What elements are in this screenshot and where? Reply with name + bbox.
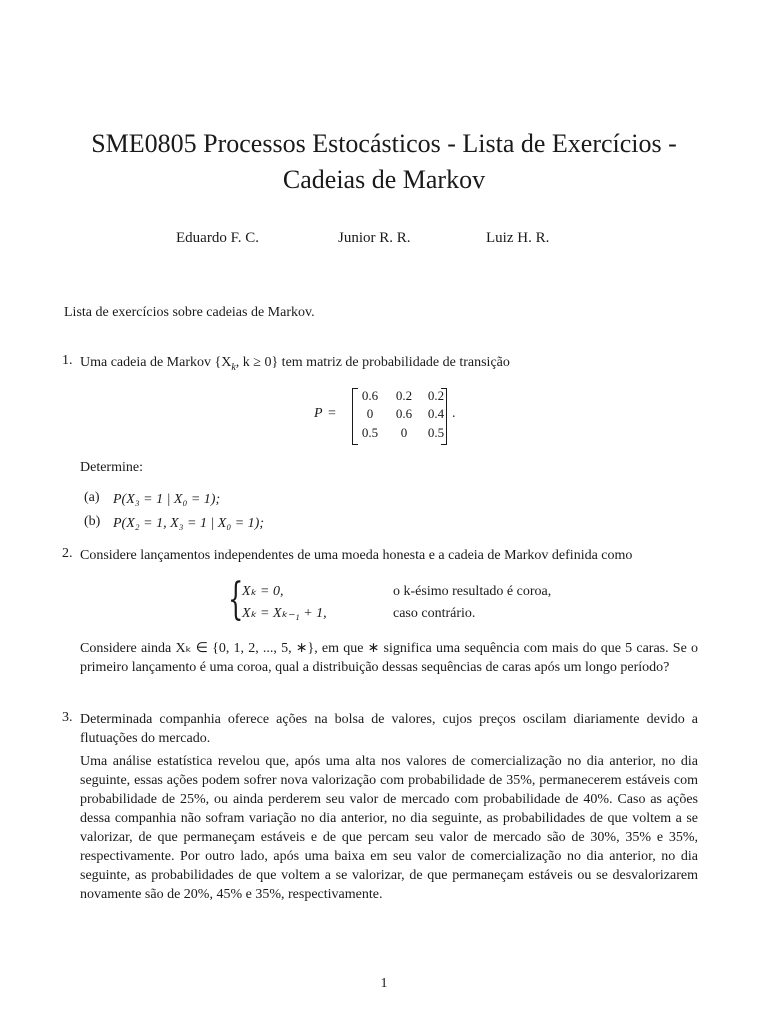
exercise-1-lead [80,353,720,377]
exercise-1-determine: Determine: [80,460,143,475]
document-title [0,126,768,198]
exercise-1-lead-rest: , k ≥ 0} tem matriz de probabilidade de transição [235,355,510,370]
exercise-1-lead-text: Uma cadeia de Markov {X [80,355,232,370]
matrix-cell: 0.5 [427,425,445,440]
author-1: Eduardo F. C. [176,230,259,246]
exercise-1b-label: (b) [84,514,101,529]
exercise-1-number: 1. [62,353,73,368]
matrix-period: . [452,406,456,421]
matrix-equals: = [328,406,336,421]
exercise-2-lead: Considere lançamentos independentes de uma moeda honesta e a cadeia de Markov definida como [80,548,633,563]
matrix-cell: 0.5 [361,425,379,440]
matrix-cell: 0.6 [361,388,379,403]
exercise-1a-label: (a) [84,490,100,505]
matrix-cell: 0 [366,406,374,421]
case-2-expression: Xₖ = Xₖ₋₁ + 1, [242,606,327,621]
matrix-label: P [314,406,323,421]
transition-matrix [314,386,464,444]
matrix-cell: 0.4 [427,406,445,421]
page-number: 1 [380,976,388,991]
exercise-3-paragraph: Uma análise estatística revelou que, após uma alta nos valores de comercialização no dia anterior, no dia seguinte, essas ações podem sofrer nova valorização com probabilidade de 35%, permanecerem estáveis com probabilidade de 25%, ou ainda perderem seu valor de mercado com probabilidade de 40%. Caso as ações dessa companhia não sofram variação no dia anterior, no dia seguinte, as probabilidades de que voltem a se valorizar, de que permaneçam estáveis e de que percam seu valor de mercado são de 30%, 35% e 35%, respectivamente. Por outro lado, após uma baixa em seu valor de comercialização no dia anterior, no dia seguinte, as probabilidades de que voltem a se valorizar, de que permaneçam estáveis ou se desvalorizarem novamente são de 20%, 45% e 35%, respectivamente. [80,754,698,902]
intro-text: Lista de exercícios sobre cadeias de Markov. [64,305,315,320]
matrix-cell: 0.2 [395,388,413,403]
exercise-1b-text: P(X₂ = 1, X₃ = 1 | X₀ = 1); [113,516,264,531]
matrix-cell: 0.6 [395,406,413,421]
cases-brace: { [228,574,244,625]
case-1-condition: o k-ésimo resultado é coroa, [393,584,552,599]
exercise-1-lead-sub: k [231,361,236,373]
exercise-1a-text: P(X₃ = 1 | X₀ = 1); [113,492,221,507]
title-line-2: Cadeias de Markov [282,165,486,194]
exercise-2-number: 2. [62,546,73,561]
title-line-1: SME0805 Processos Estocásticos - Lista de Exercícios - [91,129,677,158]
exercise-3-lead: Determinada companhia oferece ações na bolsa de valores, cujos preços oscilam diariamente devido a flutuações do mercado. [80,712,698,746]
matrix-right-bracket [441,388,447,445]
author-2: Junior R. R. [338,230,411,246]
exercise-3-number: 3. [62,710,73,725]
exercise-2-paragraph: Considere ainda Xₖ ∈ {0, 1, 2, ..., 5, ∗}, em que ∗ significa uma sequência com mais do que 5 caras. Se o primeiro lançamento é uma coroa, qual a distribuição dessas sequências de caras após um longo período? [80,641,698,675]
matrix-cell: 0.2 [427,388,445,403]
case-1-expression: Xₖ = 0, [242,584,284,599]
matrix-cell: 0 [400,425,408,440]
author-3: Luiz H. R. [486,230,550,246]
case-2-condition: caso contrário. [393,606,476,621]
